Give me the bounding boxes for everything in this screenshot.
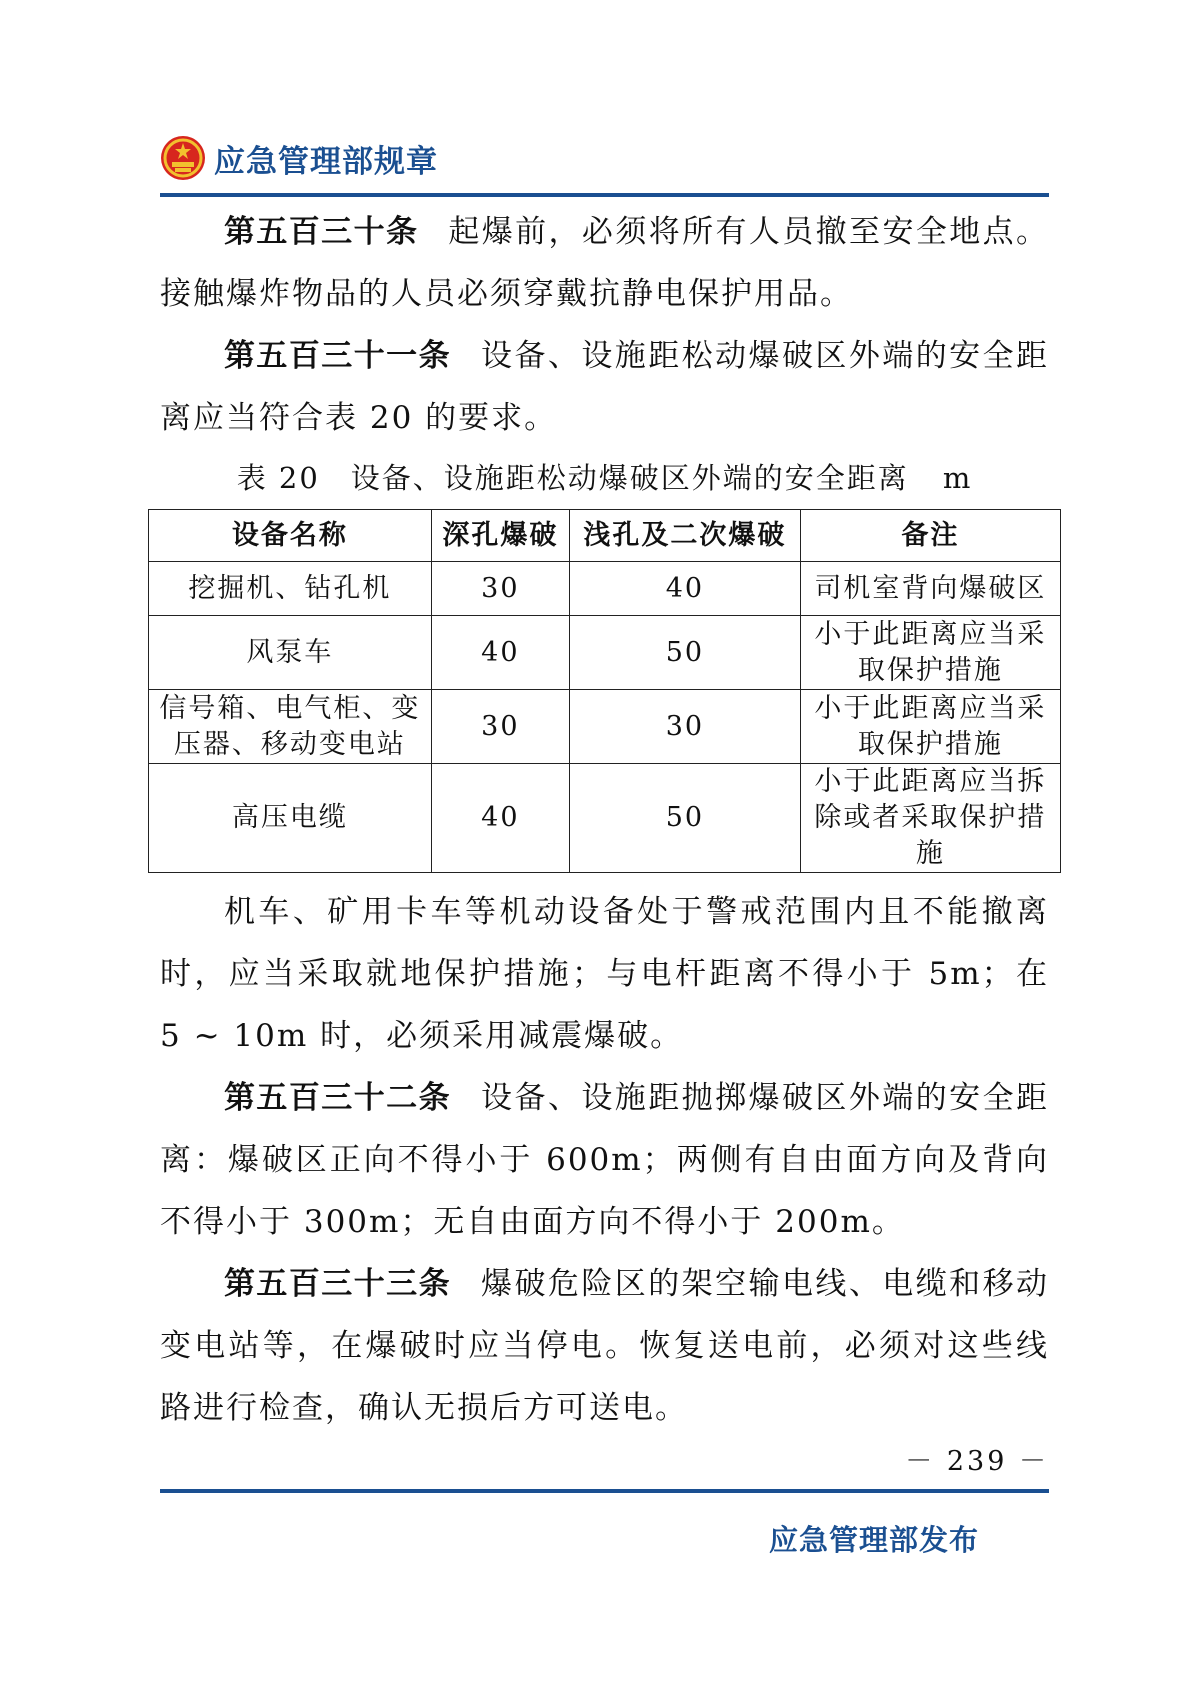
table-header-row [149,510,1061,562]
article-530 [160,201,1049,325]
table-caption [160,453,1049,503]
table-header-cell: 浅孔及二次爆破 [569,510,800,562]
paragraph-after-table: 机车、矿用卡车等机动设备处于警戒范围内且不能撤离时，应当采取就地保护措施；与电杆距离不得小于 5m；在 5 ~ 10m 时，必须采用减震爆破。 [160,894,1049,1054]
article-label: 第五百三十三条 [224,1266,452,1302]
footer-rule [160,1489,1049,1493]
table-cell: 小于此距离应当采取保护措施 [800,690,1060,764]
header-rule [160,193,1049,197]
table-cell: 挖掘机、钻孔机 [149,562,432,616]
article-label: 第五百三十一条 [224,338,452,374]
article-533 [160,1253,1049,1439]
table-cell: 30 [431,562,569,616]
table-cell: 50 [569,764,800,873]
table-cell: 风泵车 [149,616,432,690]
table-cell: 50 [569,616,800,690]
table-container [160,509,1049,873]
table-cell: 高压电缆 [149,764,432,873]
article-label: 第五百三十条 [224,214,419,250]
page-header [160,130,438,186]
table-cell: 30 [569,690,800,764]
page-number: － 239 － [905,1446,1049,1477]
table-cell: 30 [431,690,569,764]
table-header-cell: 备注 [800,510,1060,562]
safety-distance-table [148,509,1061,873]
national-emblem-icon [160,135,206,181]
table-caption-text: 表 20 设备、设施距松动爆破区外端的安全距离 [236,461,909,495]
article-label: 第五百三十二条 [224,1080,452,1116]
table-row [149,690,1061,764]
table-row [149,562,1061,616]
article-text: 起爆前，必须将所有人员撤至安全地点。接触爆炸物品的人员必须穿戴抗静电保护用品。 [160,214,1050,312]
table-header-cell: 设备名称 [149,510,432,562]
header-title: 应急管理部规章 [214,143,438,180]
article-532 [160,1067,1049,1253]
article-text: 设备、设施距抛掷爆破区外端的安全距离：爆破区正向不得小于 600m；两侧有自由面方向及背向不得小于 300m；无自由面方向不得小于 200m。 [160,1080,1050,1240]
table-cell: 信号箱、电气柜、变压器、移动变电站 [149,690,432,764]
article-text: 爆破危险区的架空输电线、电缆和移动变电站等，在爆破时应当停电。恢复送电前，必须对这些线路进行检查，确认无损后方可送电。 [160,1266,1050,1426]
table-cell: 40 [431,764,569,873]
table-cell: 司机室背向爆破区 [800,562,1060,616]
table-unit: m [942,461,973,495]
table-cell: 40 [431,616,569,690]
article-text: 设备、设施距松动爆破区外端的安全距离应当符合表 20 的要求。 [160,338,1050,436]
table-row [149,616,1061,690]
table-cell: 40 [569,562,800,616]
table-cell: 小于此距离应当拆除或者采取保护措施 [800,764,1060,873]
table-row [149,764,1061,873]
table-cell: 小于此距离应当采取保护措施 [800,616,1060,690]
main-content [160,201,1049,1439]
footer-publisher: 应急管理部发布 [768,1523,979,1557]
article-531 [160,325,1049,449]
table-header-cell: 深孔爆破 [431,510,569,562]
